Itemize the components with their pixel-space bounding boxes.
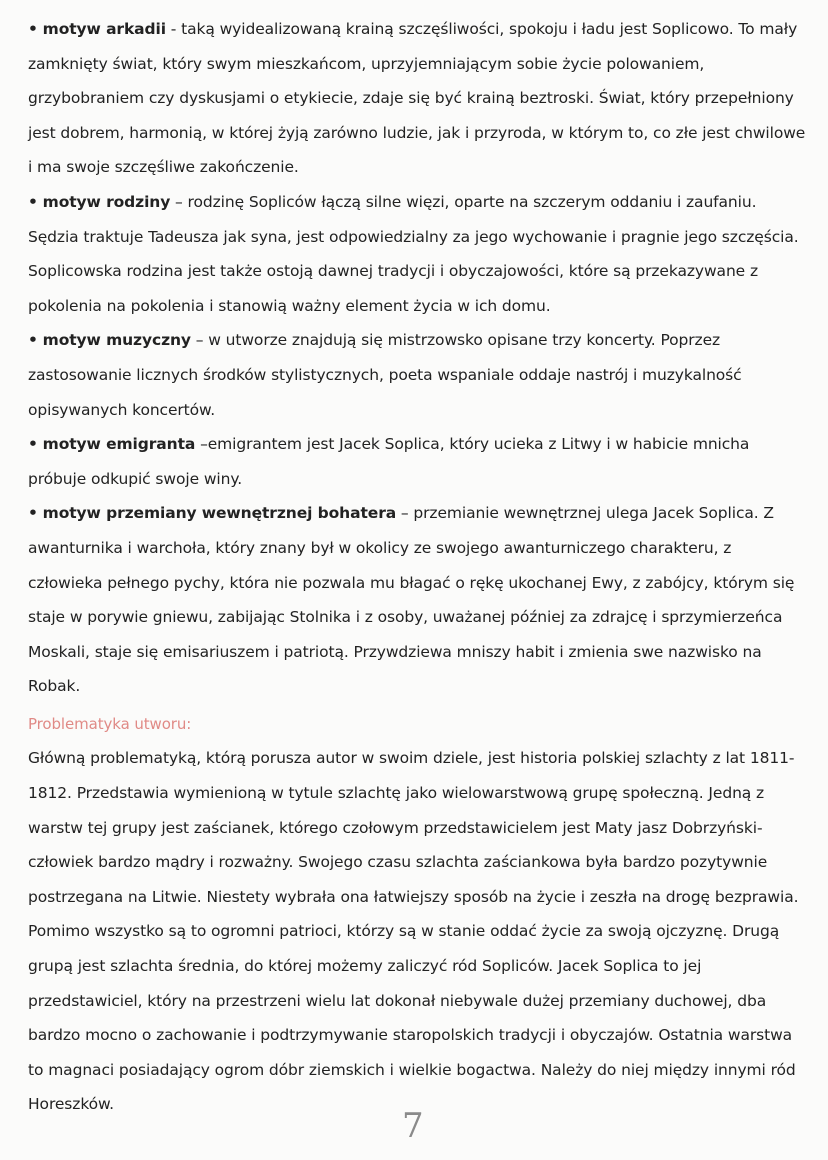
separator: –	[190, 331, 209, 350]
separator: –	[170, 192, 188, 211]
section-heading-problematyka: Problematyka utworu:	[28, 714, 192, 733]
motif-name: motyw arkadii	[42, 20, 166, 38]
document-page	[28, 12, 810, 1152]
motif-emigrant	[28, 427, 810, 496]
motif-text: przemianie wewnętrznej ulega Jacek Soplica. Z awanturnika i warchoła, który znany był w okolicy ze swojego awanturniczego charakteru, z człowieka pełnego pychy, która nie pozwala mu błagać o rękę ukochanej Ewy, z zabójcy, którym się staje w porywie gniewu, zabijając Stolnika i z osoby, uważanej później za zdrajcę i sprzymierzeńca Moskali, staje się emisariuszem i patriotą. Przywdziewa mniszy habit i zmienia swe nazwisko na Robak.	[28, 504, 795, 696]
motif-text: emigrantem jest Jacek Soplica, który ucieka z Litwy i w habicie mnicha próbuje odkupić swoje winy.	[28, 435, 750, 488]
separator: –	[396, 504, 414, 523]
motif-text: w utworze znajdują się mistrzowsko opisane trzy koncerty. Poprzez zastosowanie licznych środków stylistycznych, poeta wspaniale oddaje nastrój i muzykalność opisywanych koncertów.	[28, 331, 742, 419]
bullet: •	[28, 192, 38, 211]
separator: –	[195, 435, 208, 454]
page-number: 7	[402, 1106, 424, 1146]
motif-name: motyw emigranta	[42, 435, 196, 454]
motif-text: taką wyidealizowaną krainą szczęśliwości, spokoju i ładu jest Soplicowo. To mały zamknięty świat, który swym mieszkańcom, uprzyjemniającym sobie życie polowaniem, grzybobraniem czy dyskusjami o etykiecie, zdaje się być krainą beztroski. Świat, który przepełniony jest dobrem, harmonią, w której żyją zarówno ludzie, jak i przyroda, w którym to, co złe jest chwilowe i ma swoje szczęśliwe zakończenie.	[28, 20, 806, 177]
bullet: •	[28, 20, 38, 38]
bullet: •	[28, 435, 38, 454]
separator: -	[165, 20, 182, 38]
problematyka-text: Główną problematyką, którą porusza autor w swoim dziele, jest historia polskiej szlachty z lat 1811-1812. Przedstawia wymienioną w tytule szlachtę jako wielowarstwową grupę społeczną. Jedną z warstw tej grupy jest zaścianek, którego czołowym przedstawicielem jest Maty jasz Dobrzyński-człowiek bardzo mądry i rozważny. Swojego czasu szlachta zaściankowa była bardzo pozytywnie postrzegana na Litwie. Niestety wybrała ona łatwiejszy sposób na życie i zeszła na drogę bezprawia. Pomimo wszystko są to ogromni patrioci, którzy są w stanie oddać życie za swoją ojczyznę. Drugą grupą jest szlachta średnia, do której możemy zaliczyć ród Sopliców. Jacek Soplica to jej przedstawiciel, który na przestrzeni wielu lat dokonał niebywale dużej przemiany duchowej, dba bardzo mocno o zachowanie i podtrzymywanie staropolskich tradycji i obyczajów. Ostatnia warstwa to magnaci posiadający ogrom dóbr ziemskich i wielkie bogactwa. Należy do niej między innymi ród Horeszków.	[28, 749, 799, 1114]
bullet: •	[28, 331, 38, 350]
motif-name: motyw muzyczny	[42, 331, 191, 350]
motif-rodzina	[28, 185, 810, 323]
motif-arkadia	[28, 12, 810, 185]
motif-text: rodzinę Sopliców łączą silne więzi, oparte na szczerym oddaniu i zaufaniu. Sędzia traktuje Tadeusza jak syna, jest odpowiedzialny za jego wychowanie i pragnie jego szczęścia. Soplicowska rodzina jest także ostoją dawnej tradycji i obyczajowości, które są przekazywane z pokolenia na pokolenia i stanowią ważny element życia w ich domu.	[28, 192, 799, 315]
motif-name: motyw rodziny	[42, 192, 171, 211]
motif-name: motyw przemiany wewnętrznej bohatera	[42, 504, 397, 523]
motif-muzyczny	[28, 323, 810, 427]
motif-przemiana	[28, 496, 810, 704]
bullet: •	[28, 504, 38, 523]
